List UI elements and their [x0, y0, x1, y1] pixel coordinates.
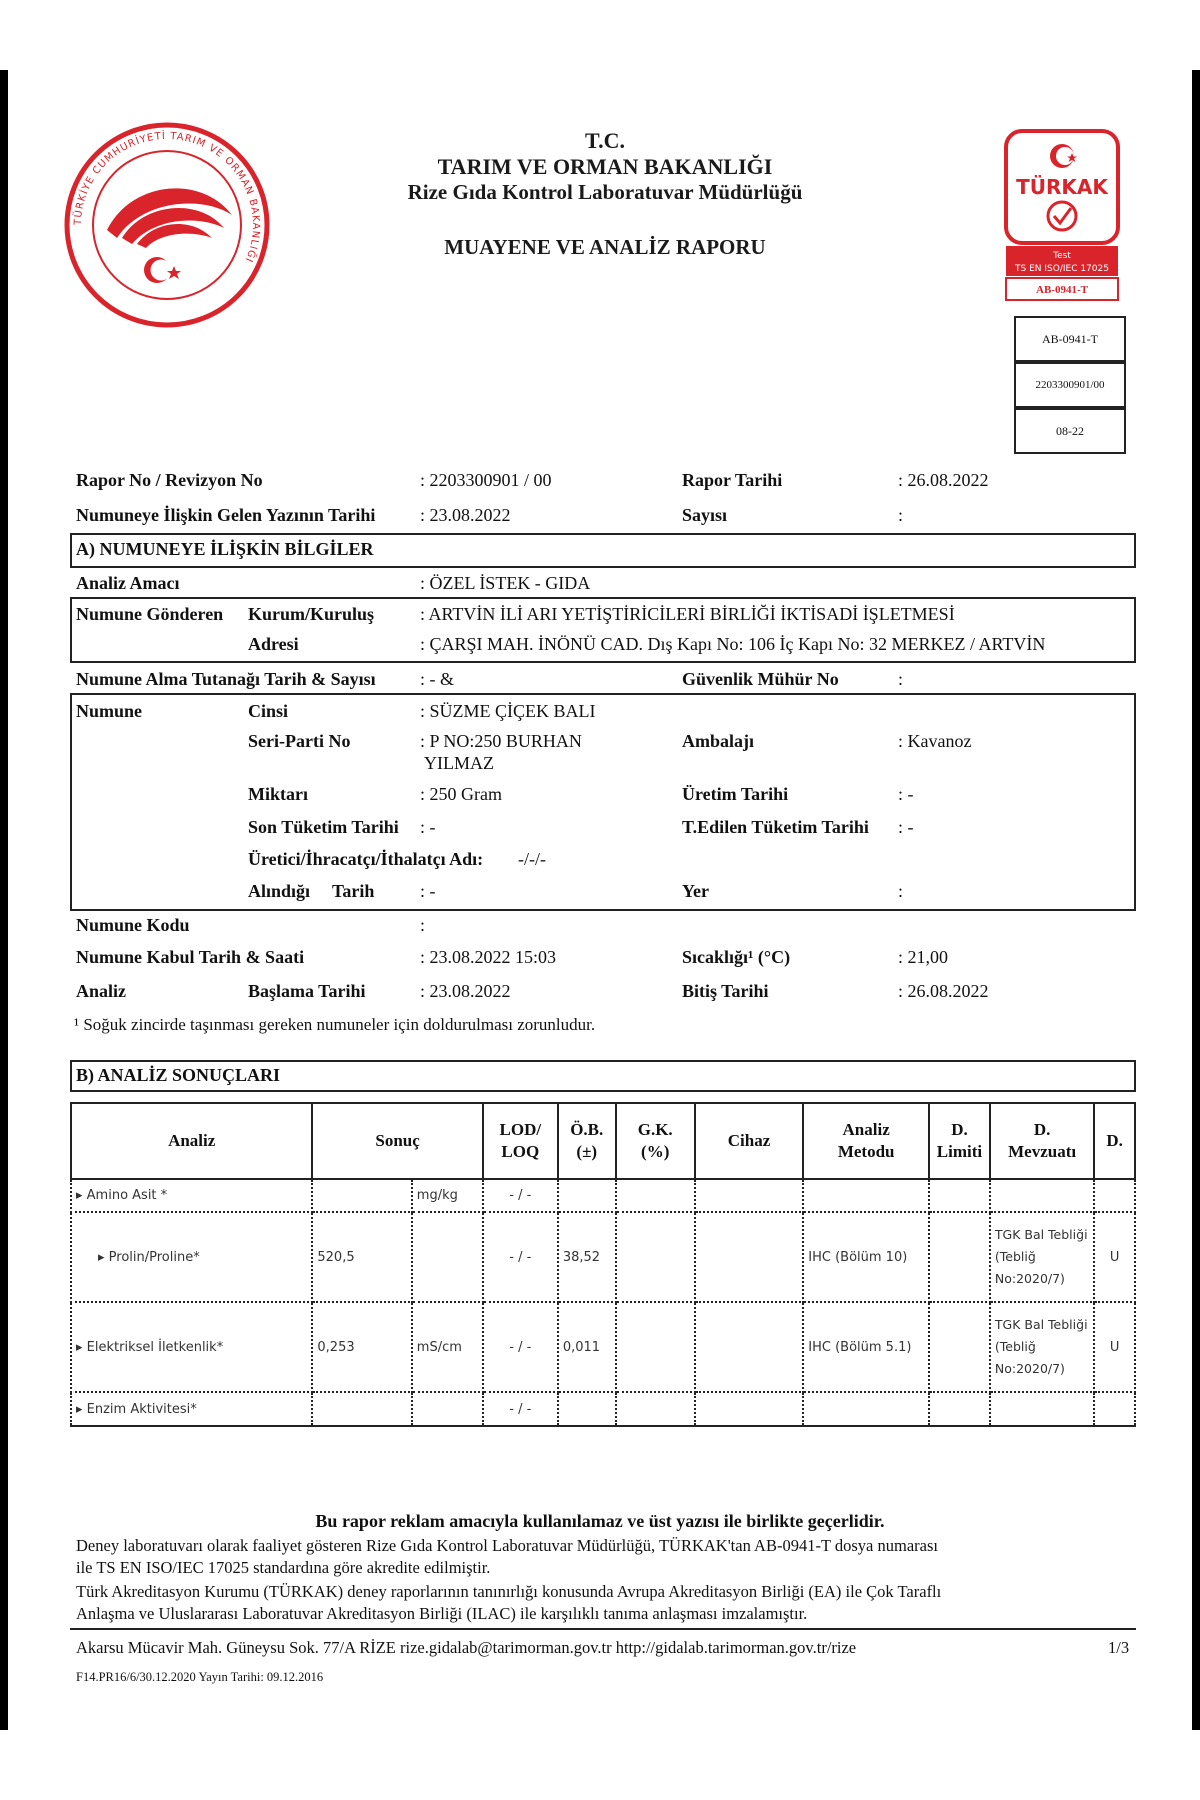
cell-lod: - / -	[483, 1212, 558, 1302]
rapor-no-label: Rapor No / Revizyon No	[76, 470, 263, 490]
muhur-value: :	[898, 669, 904, 689]
cell-analiz: ▸ Elektriksel İletkenlik*	[71, 1302, 312, 1392]
header-limit-line1: D.	[951, 1120, 968, 1139]
cinsi-value: : SÜZME ÇİÇEK BALI	[420, 701, 596, 721]
section-a-title: A) NUMUNEYE İLİŞKİN BİLGİLER	[76, 539, 374, 559]
cell-cihaz	[695, 1179, 804, 1212]
table-row	[71, 1179, 1135, 1212]
svg-text:AB-0941-T: AB-0941-T	[1036, 284, 1088, 296]
kurum-value: : ARTVİN İLİ ARI YETİŞTİRİCİLERİ BİRLİĞİ İKTİSADİ İŞLETMESİ	[420, 604, 955, 624]
cell-d: U	[1094, 1302, 1135, 1392]
tarih-label: Tarih	[332, 881, 375, 901]
cell-ob: 0,011	[558, 1302, 616, 1392]
cell-metod: IHC (Bölüm 10)	[803, 1212, 929, 1302]
cell-d	[1094, 1179, 1135, 1212]
rapor-tarihi-value: : 26.08.2022	[898, 470, 989, 490]
table-row	[71, 1392, 1135, 1426]
kabul-label: Numune Kabul Tarih & Saati	[76, 947, 305, 967]
header-ob-line1: Ö.B.	[570, 1120, 604, 1139]
son-tuketim-label: Son Tüketim Tarihi	[248, 817, 399, 837]
adres-label: Adresi	[248, 634, 299, 654]
turkak-accreditation-logo	[1003, 128, 1121, 303]
cell-metod	[803, 1179, 929, 1212]
bitis-value: : 26.08.2022	[898, 981, 989, 1001]
analiz-label: Analiz	[76, 981, 127, 1001]
header-sonuc: Sonuç	[312, 1103, 482, 1179]
sicaklik-value: : 21,00	[898, 947, 949, 967]
header-lod	[483, 1103, 558, 1179]
numune-kodu-label: Numune Kodu	[76, 915, 190, 935]
header-gk-line2: (%)	[641, 1142, 670, 1161]
cell-cihaz	[695, 1302, 804, 1392]
cell-limit	[929, 1212, 990, 1302]
tutanak-label: Numune Alma Tutanağı Tarih & Sayısı	[76, 669, 376, 689]
svg-text:TÜRKAK: TÜRKAK	[1016, 175, 1108, 199]
footer-accreditation-line2: ile TS EN ISO/IEC 17025 standardına göre akredite edilmiştir.	[76, 1558, 491, 1577]
uretim-value: : -	[898, 784, 914, 804]
footer-warning: Bu rapor reklam amacıyla kullanılamaz ve üst yazısı ile birlikte geçerlidir.	[315, 1511, 885, 1531]
header-d: D.	[1094, 1103, 1135, 1179]
alindigi-label: Alındığı	[248, 881, 311, 901]
yazi-tarihi-label: Numuneye İlişkin Gelen Yazının Tarihi	[76, 505, 376, 525]
code-box-accreditation: AB-0941-T	[1014, 316, 1126, 362]
header-metod-line2: Metodu	[837, 1142, 895, 1161]
kurum-label: Kurum/Kuruluş	[248, 604, 375, 624]
cell-unit	[412, 1392, 483, 1426]
cinsi-label: Cinsi	[248, 701, 289, 721]
cell-sonuc	[312, 1392, 411, 1426]
sample-box	[70, 693, 1136, 911]
header-metod	[803, 1103, 929, 1179]
cell-metod: IHC (Bölüm 5.1)	[803, 1302, 929, 1392]
cell-lod: - / -	[483, 1179, 558, 1212]
sayisi-value: :	[898, 505, 904, 525]
left-border	[0, 70, 8, 1730]
uretici-value: -/-/-	[518, 849, 546, 869]
sayisi-label: Sayısı	[682, 505, 728, 525]
footer-turkak-line2: Anlaşma ve Uluslararası Laboratuvar Akreditasyon Birliği (ILAC) ile karşılıklı tanıma anlaşması imzalamıştır.	[76, 1604, 808, 1623]
sicaklik-label: Sıcaklığı¹ (°C)	[682, 947, 791, 967]
cell-ob	[558, 1179, 616, 1212]
footer-address: Akarsu Mücavir Mah. Güneysu Sok. 77/A RİZE rize.gidalab@tarimorman.gov.tr http://gidalab.tarimorman.gov.tr/rize	[76, 1638, 857, 1657]
table-row	[71, 1302, 1135, 1392]
header-lod-line1: LOD/	[499, 1120, 542, 1139]
header-mevzuat-line2: Mevzuatı	[1008, 1142, 1077, 1161]
header-analiz: Analiz	[71, 1103, 312, 1179]
seri-label: Seri-Parti No	[248, 731, 351, 751]
right-border	[1192, 70, 1200, 1730]
seri-value-line1: : P NO:250 BURHAN	[420, 731, 582, 751]
bitis-label: Bitiş Tarihi	[682, 981, 769, 1001]
cell-ob	[558, 1392, 616, 1426]
baslama-label: Başlama Tarihi	[248, 981, 366, 1001]
cell-mevzuat: TGK Bal Tebliği (Tebliğ No:2020/7)	[990, 1302, 1094, 1392]
svg-text:TÜRKİYE CUMHURİYETİ TARIM VE O: TÜRKİYE CUMHURİYETİ TARIM VE ORMAN BAKANLIĞI	[72, 130, 262, 265]
miktar-label: Miktarı	[248, 784, 308, 804]
adres-value: : ÇARŞI MAH. İNÖNÜ CAD. Dış Kapı No: 106 İç Kapı No: 32 MERKEZ / ARTVİN	[420, 634, 1046, 654]
cell-mevzuat: TGK Bal Tebliği (Tebliğ No:2020/7)	[990, 1212, 1094, 1302]
code-box-report-no: 2203300901/00	[1014, 362, 1126, 408]
miktar-value: : 250 Gram	[420, 784, 502, 804]
cell-cihaz	[695, 1392, 804, 1426]
cell-ob: 38,52	[558, 1212, 616, 1302]
yer-value: :	[898, 881, 904, 901]
cell-metod	[803, 1392, 929, 1426]
cell-lod: - / -	[483, 1302, 558, 1392]
header-mevzuat	[990, 1103, 1094, 1179]
cell-limit	[929, 1179, 990, 1212]
footer-accreditation-line1: Deney laboratuvarı olarak faaliyet gösteren Rize Gıda Kontrol Laboratuvar Müdürlüğü, TÜRKAK'tan AB-0941-T dosya numarası	[76, 1536, 938, 1555]
cell-mevzuat	[990, 1179, 1094, 1212]
section-b-title: B) ANALİZ SONUÇLARI	[76, 1065, 281, 1085]
tutanak-value: : - &	[420, 669, 454, 689]
header-ob-line2: (±)	[576, 1142, 598, 1161]
cell-limit	[929, 1392, 990, 1426]
footer-page-number: 1/3	[1108, 1638, 1130, 1657]
header-ministry: TARIM VE ORMAN BAKANLIĞI	[437, 154, 773, 179]
footnote: ¹ Soğuk zincirde taşınması gereken numuneler için doldurulması zorunludur.	[74, 1015, 596, 1034]
cell-unit	[412, 1212, 483, 1302]
cell-analiz: ▸ Prolin/Proline*	[71, 1212, 312, 1302]
rapor-no-value: : 2203300901 / 00	[420, 470, 552, 490]
ambalaj-value: : Kavanoz	[898, 731, 972, 751]
footer-divider	[70, 1628, 1136, 1630]
header-gk-line1: G.K.	[637, 1120, 673, 1139]
code-box-date: 08-22	[1014, 408, 1126, 454]
rapor-tarihi-label: Rapor Tarihi	[682, 470, 783, 490]
header-cihaz: Cihaz	[695, 1103, 804, 1179]
cell-limit	[929, 1302, 990, 1392]
tarih-value: : -	[420, 881, 436, 901]
son-tuketim-value: : -	[420, 817, 436, 837]
header-limit	[929, 1103, 990, 1179]
cell-d	[1094, 1392, 1135, 1426]
cell-gk	[616, 1392, 695, 1426]
header-lod-line2: LOQ	[501, 1142, 540, 1161]
cell-unit: mS/cm	[412, 1302, 483, 1392]
yazi-tarihi-value: : 23.08.2022	[420, 505, 511, 525]
cell-unit: mg/kg	[412, 1179, 483, 1212]
numune-label: Numune	[76, 701, 143, 721]
cell-sonuc	[312, 1179, 411, 1212]
seri-value-line2: YILMAZ	[424, 753, 494, 773]
svg-text:Test: Test	[1053, 251, 1071, 261]
ministry-seal-logo	[62, 120, 272, 330]
header-metod-line1: Analiz	[842, 1120, 890, 1139]
footer-form-code: F14.PR16/6/30.12.2020 Yayın Tarihi: 09.12.2016	[76, 1670, 324, 1684]
header-tc: T.C.	[585, 128, 625, 153]
results-table	[70, 1102, 1136, 1427]
cell-d: U	[1094, 1212, 1135, 1302]
cell-sonuc: 520,5	[312, 1212, 411, 1302]
baslama-value: : 23.08.2022	[420, 981, 511, 1001]
header-ob	[558, 1103, 616, 1179]
t-edilen-value: : -	[898, 817, 914, 837]
cell-mevzuat	[990, 1392, 1094, 1426]
header-mevzuat-line1: D.	[1033, 1120, 1051, 1139]
footer-turkak-line1: Türk Akreditasyon Kurumu (TÜRKAK) deney raporlarının tanınırlığı konusunda Avrupa Akreditasyon Birliği (EA) ile Çok Taraflı	[76, 1582, 942, 1601]
cell-gk	[616, 1302, 695, 1392]
cell-analiz: ▸ Amino Asit *	[71, 1179, 312, 1212]
gonderen-label: Numune Gönderen	[76, 604, 224, 624]
ambalaj-label: Ambalajı	[682, 731, 754, 751]
muhur-label: Güvenlik Mühür No	[682, 669, 839, 689]
cell-gk	[616, 1179, 695, 1212]
table-row	[71, 1212, 1135, 1302]
cell-sonuc: 0,253	[312, 1302, 411, 1392]
kabul-value: : 23.08.2022 15:03	[420, 947, 557, 967]
cell-gk	[616, 1212, 695, 1302]
report-title: MUAYENE VE ANALİZ RAPORU	[444, 235, 766, 259]
t-edilen-label: T.Edilen Tüketim Tarihi	[682, 817, 869, 837]
cell-analiz: ▸ Enzim Aktivitesi*	[71, 1392, 312, 1426]
uretim-label: Üretim Tarihi	[682, 784, 789, 804]
header-limit-line2: Limiti	[936, 1142, 983, 1161]
svg-text:TS EN ISO/IEC 17025: TS EN ISO/IEC 17025	[1015, 264, 1109, 274]
cell-lod: - / -	[483, 1392, 558, 1426]
yer-label: Yer	[682, 881, 709, 901]
header-gk	[616, 1103, 695, 1179]
analiz-amaci-value: : ÖZEL İSTEK - GIDA	[420, 573, 591, 593]
header-lab: Rize Gıda Kontrol Laboratuvar Müdürlüğü	[407, 180, 803, 204]
cell-cihaz	[695, 1212, 804, 1302]
uretici-label: Üretici/İhracatçı/İthalatçı Adı:	[248, 849, 484, 869]
numune-kodu-value: :	[420, 915, 426, 935]
analiz-amaci-label: Analiz Amacı	[76, 573, 180, 593]
